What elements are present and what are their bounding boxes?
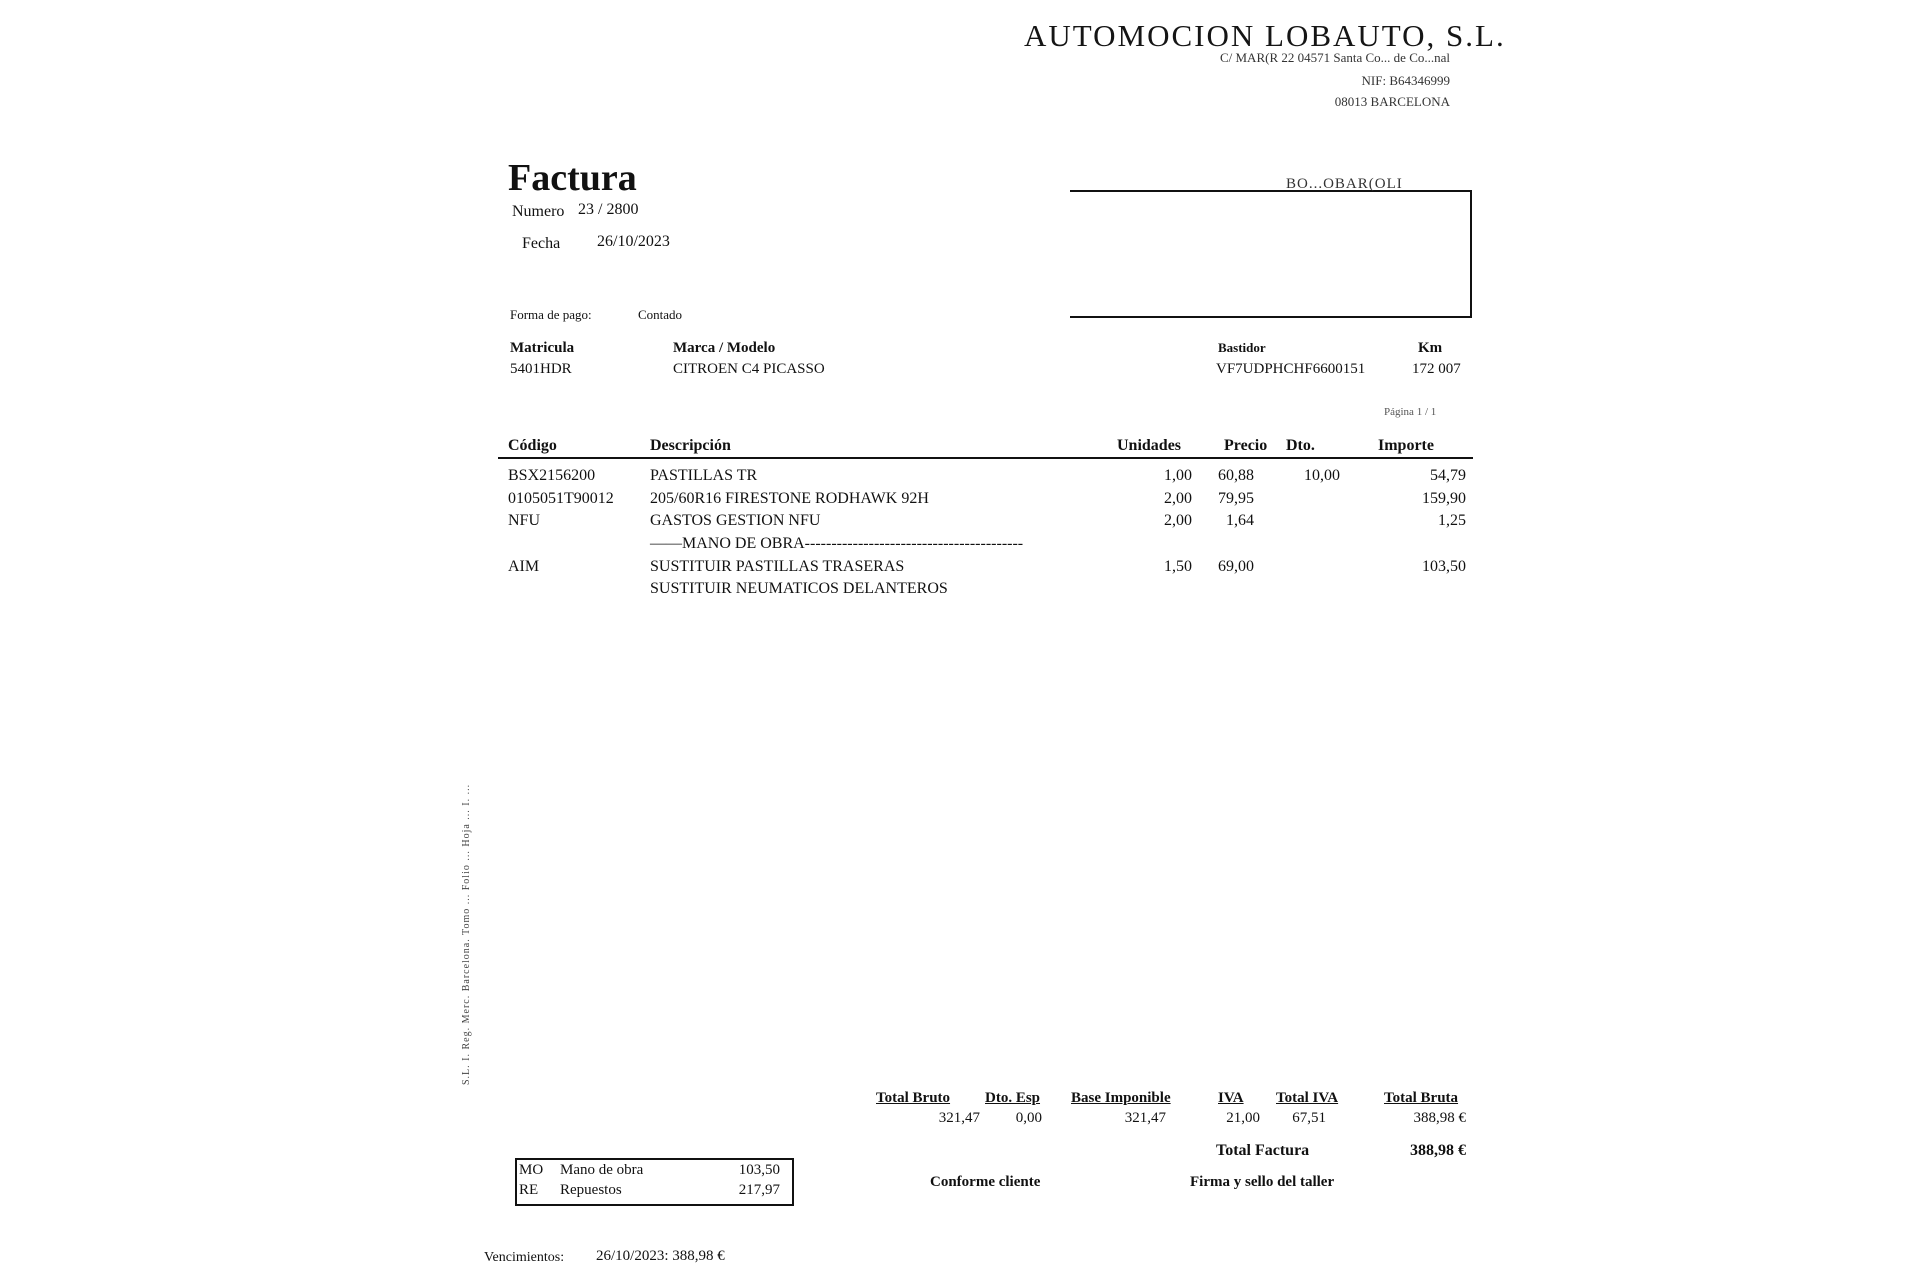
table-row-price: 60,88 <box>1218 467 1254 484</box>
payment-method-label: Forma de pago: <box>510 307 592 322</box>
totals-header-total: Total Bruta <box>1384 1090 1459 1106</box>
due-date-value: 26/10/2023: 388,98 € <box>596 1248 725 1264</box>
invoice-number-label: Numero <box>512 203 565 220</box>
vehicle-plate-value: 5401HDR <box>510 361 572 377</box>
payment-method-value: Contado <box>638 307 683 322</box>
summary-value: 103,50 <box>738 1162 780 1178</box>
table-row-units: 1,00 <box>1164 467 1192 484</box>
total-invoice-value: 388,98 € <box>1410 1142 1466 1159</box>
summary-code: MO <box>519 1162 544 1178</box>
totals-header-discount: Dto. Esp <box>985 1090 1041 1106</box>
company-name: AUTOMOCION LOBAUTO, S.L. <box>1024 18 1506 53</box>
totals-header-iva: IVA <box>1218 1090 1244 1106</box>
invoice-title: Factura <box>508 157 637 199</box>
table-row-code: NFU <box>508 512 541 529</box>
invoice-date-value: 26/10/2023 <box>597 233 670 250</box>
vehicle-vin-header: Bastidor <box>1218 340 1266 355</box>
vehicle-model-header: Marca / Modelo <box>673 340 776 356</box>
company-city: 08013 BARCELONA <box>1334 94 1450 109</box>
table-row-discount: 10,00 <box>1304 467 1340 484</box>
col-header-amount: Importe <box>1378 437 1434 454</box>
table-row-amount: 159,90 <box>1422 490 1466 507</box>
table-row-code: BSX2156200 <box>508 467 596 484</box>
vehicle-km-header: Km <box>1418 340 1443 356</box>
table-row-price: 79,95 <box>1218 490 1254 507</box>
vehicle-vin-value: VF7UDPHCHF6600151 <box>1216 361 1366 377</box>
table-row-description: PASTILLAS TR <box>650 467 758 484</box>
company-nif: NIF: B64346999 <box>1361 73 1450 88</box>
table-row-description: SUSTITUIR PASTILLAS TRASERAS <box>650 558 905 575</box>
invoice-number-value: 23 / 2800 <box>578 201 639 218</box>
table-row-price: 69,00 <box>1218 558 1254 575</box>
client-name: BO...OBAR(OLI <box>1286 176 1403 192</box>
summary-value: 217,97 <box>738 1182 780 1198</box>
vehicle-model-value: CITROEN C4 PICASSO <box>673 361 825 377</box>
vehicle-km-value: 172 007 <box>1412 361 1461 377</box>
total-invoice-label: Total Factura <box>1216 1142 1310 1159</box>
col-header-price: Precio <box>1224 437 1268 454</box>
table-row-code: AIM <box>508 558 540 575</box>
table-row-amount: 1,25 <box>1438 512 1466 529</box>
table-row-amount: 103,50 <box>1422 558 1466 575</box>
col-header-discount: Dto. <box>1286 437 1315 454</box>
table-header-divider <box>498 457 1473 459</box>
registry-side-text: S.L. I. Reg. Merc. Barcelona. Tomo ... Folio ... Hoja ... I. ... <box>461 783 472 1085</box>
table-row-description: SUSTITUIR NEUMATICOS DELANTEROS <box>650 580 948 597</box>
page-indicator: Página 1 / 1 <box>1384 406 1437 418</box>
totals-value-total: 388,98 € <box>1413 1110 1466 1126</box>
company-address: C/ MAR(R 22 04571 Santa Co... de Co...nal <box>1219 50 1450 65</box>
totals-header-total-iva: Total IVA <box>1276 1090 1339 1106</box>
totals-value-total-iva: 67,51 <box>1292 1110 1326 1126</box>
table-row-code: 0105051T90012 <box>508 490 614 507</box>
totals-header-base: Base Imponible <box>1071 1090 1171 1106</box>
table-row-description: 205/60R16 FIRESTONE RODHAWK 92H <box>650 490 929 507</box>
col-header-units: Unidades <box>1117 437 1182 454</box>
table-row-price: 1,64 <box>1226 512 1254 529</box>
client-address-box <box>1070 190 1472 318</box>
summary-code: RE <box>519 1182 539 1198</box>
totals-value-iva: 21,00 <box>1226 1110 1260 1126</box>
invoice-date-label: Fecha <box>522 235 561 252</box>
table-row-units: 2,00 <box>1164 490 1192 507</box>
vehicle-plate-header: Matricula <box>510 340 575 356</box>
summary-label: Mano de obra <box>560 1162 644 1178</box>
client-signature-label: Conforme cliente <box>930 1174 1041 1190</box>
totals-value-bruto: 321,47 <box>938 1110 980 1126</box>
due-date-label: Vencimientos: <box>484 1250 565 1265</box>
col-header-description: Descripción <box>650 437 731 454</box>
col-header-code: Código <box>508 437 557 454</box>
labor-separator: ——MANO DE OBRA----------------------------------------- <box>650 535 1024 552</box>
summary-label: Repuestos <box>560 1182 622 1198</box>
totals-value-discount: 0,00 <box>1015 1110 1042 1126</box>
table-row-description: GASTOS GESTION NFU <box>650 512 821 529</box>
totals-value-base: 321,47 <box>1124 1110 1166 1126</box>
table-row-units: 2,00 <box>1164 512 1192 529</box>
workshop-signature-label: Firma y sello del taller <box>1190 1174 1335 1190</box>
table-row-units: 1,50 <box>1164 558 1192 575</box>
table-row-amount: 54,79 <box>1430 467 1466 484</box>
totals-header-bruto: Total Bruto <box>876 1090 951 1106</box>
